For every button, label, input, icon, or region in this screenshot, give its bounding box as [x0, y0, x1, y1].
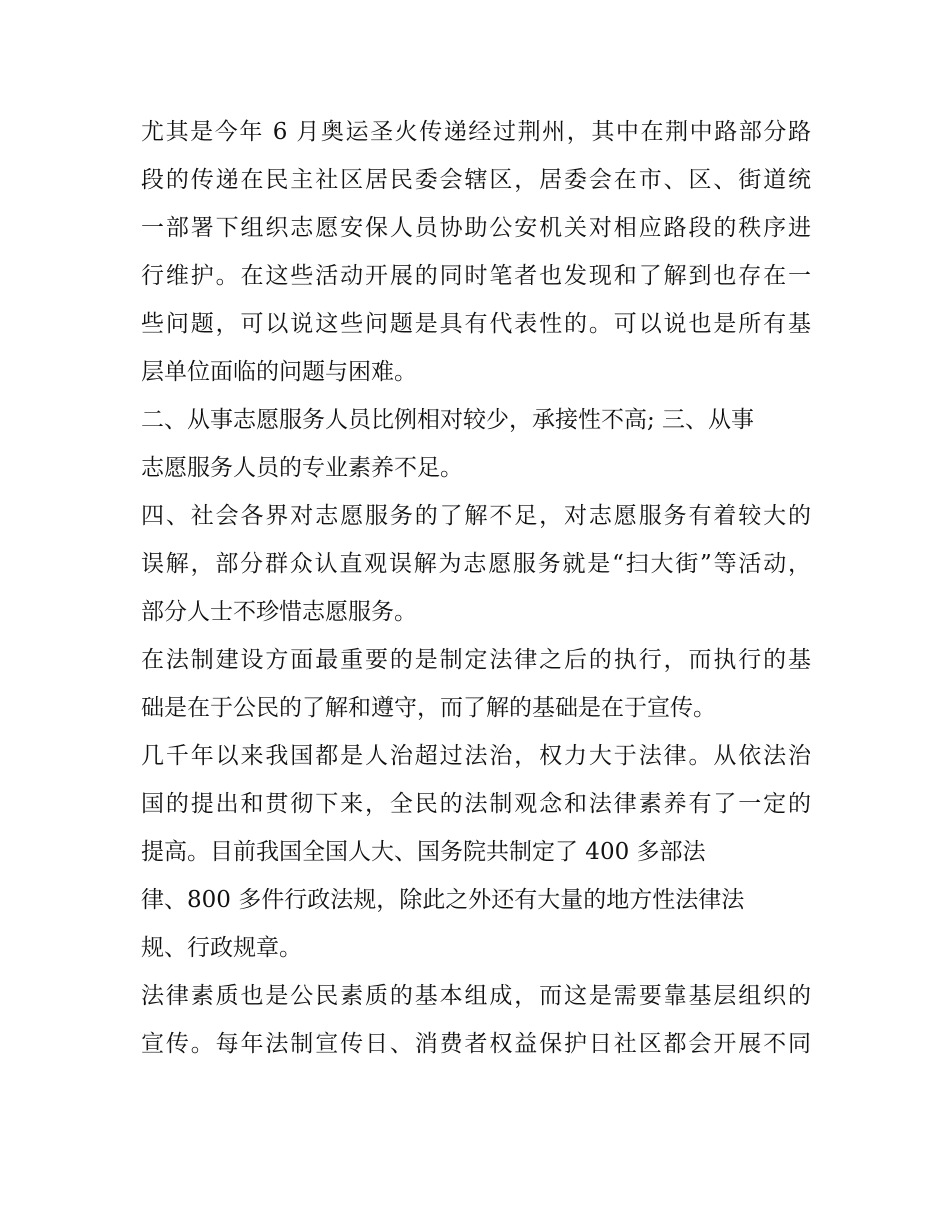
text-line: 段的传递在民主社区居民委会辖区，居委会在市、区、街道统	[141, 167, 811, 193]
text-line: 几千年以来我国都是人治超过法治，权力大于法律。从依法治	[141, 743, 811, 769]
text-line: 行维护。在这些活动开展的同时笔者也发现和了解到也存在一	[141, 263, 811, 289]
text-line: 础是在于公民的了解和遵守，而了解的基础是在于宣传。	[141, 695, 716, 721]
document-body	[141, 108, 811, 1068]
text-line: 二、从事志愿服务人员比例相对较少，承接性不高; 三、从事	[141, 407, 755, 433]
text-line: 一部署下组织志愿安保人员协助公安机关对相应路段的秩序进	[141, 215, 811, 241]
text-line: 规、行政规章。	[141, 935, 302, 961]
text-line: 在法制建设方面最重要的是制定法律之后的执行，而执行的基	[141, 647, 811, 673]
text-line: 些问题，可以说这些问题是具有代表性的。可以说也是所有基	[141, 311, 811, 337]
text-line: 层单位面临的问题与困难。	[141, 359, 417, 385]
text-line: 部分人士不珍惜志愿服务。	[141, 599, 417, 625]
text-line: 国的提出和贯彻下来，全民的法制观念和法律素养有了一定的	[141, 791, 811, 817]
text-line: 志愿服务人员的专业素养不足。	[141, 455, 463, 481]
text-line: 律、800 多件行政法规，除此之外还有大量的地方性法律法	[141, 887, 745, 913]
text-line: 法律素质也是公民素质的基本组成，而这是需要靠基层组织的	[141, 983, 811, 1009]
text-line: 提高。目前我国全国人大、国务院共制定了 400 多部法	[141, 839, 706, 865]
text-line: 尤其是今年 6 月奥运圣火传递经过荆州，其中在荆中路部分路	[141, 119, 811, 145]
text-line: 宣传。每年法制宣传日、消费者权益保护日社区都会开展不同	[141, 1031, 811, 1057]
text-line: 误解，部分群众认直观误解为志愿服务就是“扫大街”等活动，	[141, 551, 811, 577]
text-line: 四、社会各界对志愿服务的了解不足，对志愿服务有着较大的	[141, 503, 811, 529]
